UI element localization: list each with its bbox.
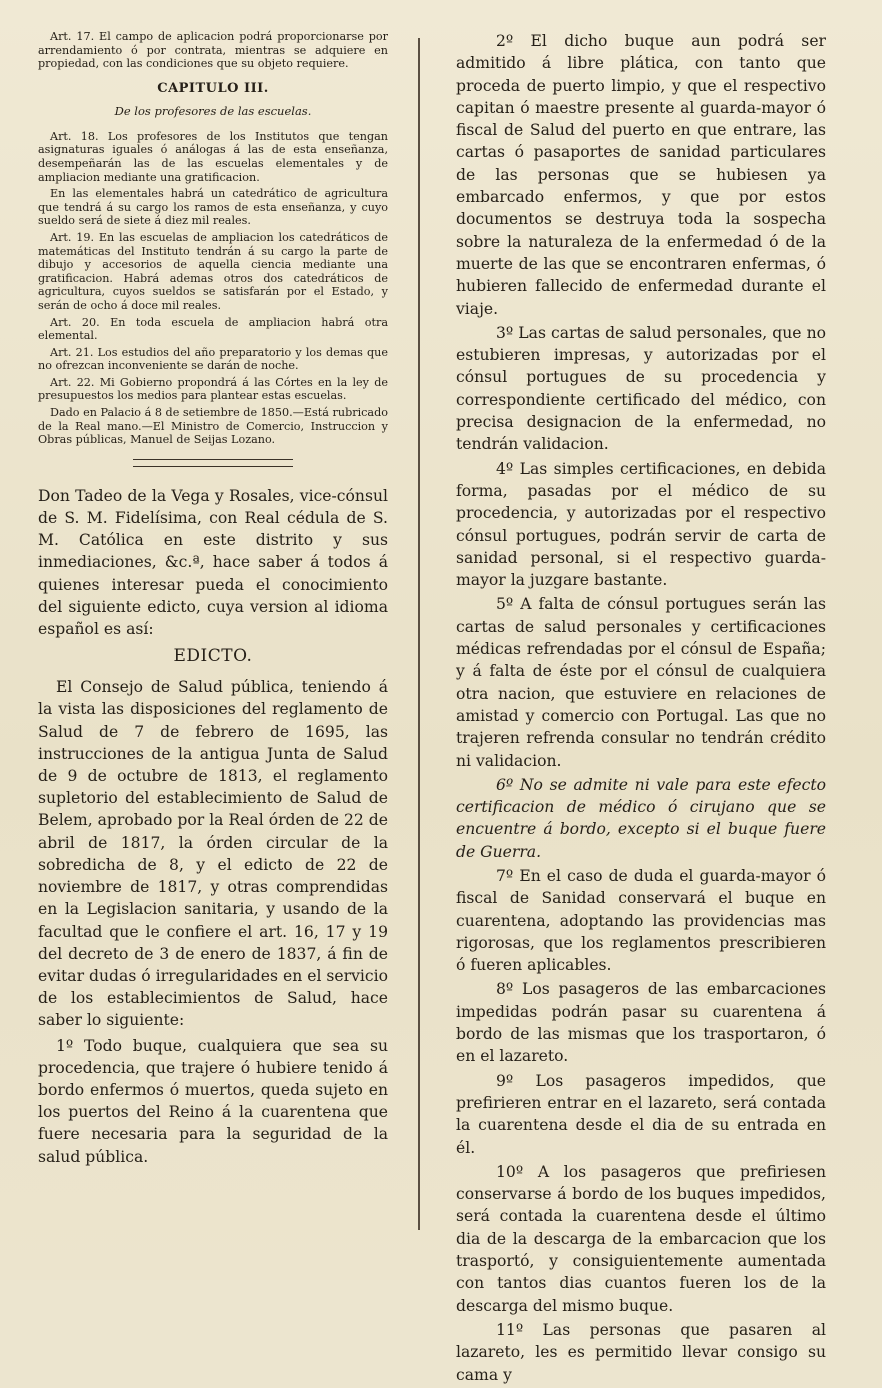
decree-articles [38, 30, 388, 447]
edict-item-11: 11º Las personas que pasaren al lazareto, les es permitido llevar consigo su cama y [456, 1320, 826, 1384]
edict-item-6: 6º No se admite ni vale para este efecto certificacion de médico ó cirujano que se encuentre á bordo, excepto si el buque fuere de Guerra. [456, 775, 826, 861]
edict-item-7: 7º En el caso de duda el guarda-mayor ó fiscal de Sanidad conservará el buque en cuarentena, adoptando las providencias mas rigorosas, que los reglamentos prescribieren ó fueren aplicables. [456, 866, 826, 975]
article-22: Art. 22. Mi Gobierno propondrá á las Córtes en la ley de presupuestos los medios para plantear estas escuelas. [38, 375, 388, 403]
left-column [38, 30, 388, 1171]
edict-item-5: 5º A falta de cónsul portugues serán las cartas de salud personales y certificaciones médicas refrendadas por el cónsul de España; y á falta de éste por el cónsul de cualquiera otra nacion, que estuviere en relaciones de amistad y comercio con Portugal. Las que no trajeren refrenda consular no tendrán crédito ni validacion. [456, 595, 826, 770]
chapter-heading: CAPITULO III. [157, 80, 269, 96]
section-rule [133, 459, 293, 467]
edict-item-3: 3º Las cartas de salud personales, que no estubieren impresas, y autorizadas por el cónsul portugues de su procedencia y correspondiente certificado del médico, con precisa designacion de la enfermedad, no tendrán validacion. [456, 323, 826, 454]
edict-item-4: 4º Las simples certificaciones, en debida forma, pasadas por el médico de su procedencia, y autorizadas por el respectivo cónsul portugues, podrán servir de carta de sanidad personal, si el respectivo guarda-mayor la juzgare bastante. [456, 459, 826, 590]
edict-item-8: 8º Los pasageros de las embarcaciones impedidas podrán pasar su cuarentena á bordo de las mismas que los trasportaron, ó en el lazareto. [456, 980, 826, 1066]
article-20: Art. 20. En toda escuela de ampliacion habrá otra elemental. [38, 315, 388, 343]
article-18: Art. 18. Los profesores de los Institutos que tengan asignaturas iguales ó análogas á las de esta enseñanza, desempeñarán las de las escuelas elementales y de ampliacion mediante una gratificacion. [38, 129, 388, 184]
article-17: Art. 17. El campo de aplicacion podrá proporcionarse por arrendamiento ó por contrata, mientras se adquiere en propiedad, con las condiciones que su objeto requiere. [38, 30, 388, 71]
edict-item-10: 10º A los pasageros que prefiriesen conservarse á bordo de los buques impedidos, será contada la cuarentena desde el último dia de la descarga de la embarcacion que los trasportó, y consiguientemente aumentada con tantos dias cuantos fueren los de la descarga del mismo buque. [456, 1162, 826, 1315]
edict-title: EDICTO. [173, 646, 253, 667]
edict-item-2: 2º El dicho buque aun podrá ser admitido á libre plática, con tanto que proceda de puerto limpio, y que el respectivo capitan ó maestre presente al guarda-mayor ó fiscal de Salud del puerto en que entrare, las cartas ó pasaportes de sanidad particulares de las personas que se hubiesen ya embarcado enfermos, y que por estos documentos se destruya toda la sospecha sobre la naturaleza de la enfermedad ó de la muerte de las que se encontraren enfermas, ó hubieren fallecido de enfermedad durante el viaje. [456, 32, 826, 318]
edict-section [38, 485, 388, 1168]
article-21: Art. 21. Los estudios del año preparatorio y los demas que no ofrezcan inconveniente se darán de noche. [38, 345, 388, 373]
consul-announcement: Don Tadeo de la Vega y Rosales, vice-cónsul de S. M. Fidelísima, con Real cédula de S. M. Católica en este distrito y sus inmediaciones, &c.ª, hace saber á todos á quienes interesar pueda el conocimiento del siguiente edicto, cuya version al idioma español es así: [38, 486, 388, 639]
edict-item-1: 1º Todo buque, cualquiera que sea su procedencia, que trajere ó hubiere tenido á bordo enfermos ó muertos, queda sujeto en los puertos del Reino á la cuarentena que fuere necesaria para la seguridad de la salud pública. [38, 1036, 388, 1166]
council-preamble: El Consejo de Salud pública, teniendo á la vista las disposiciones del reglamento de Salud de 7 de febrero de 1695, las instrucciones de la antigua Junta de Salud de 9 de octubre de 1813, el reglamento supletorio del establecimiento de Salud de Belem, aprobado por la Real órden de 22 de abril de 1817, la órden circular de la sobredicha de 8, y el edicto de 22 de noviembre de 1817, y otras comprendidas en la Legislacion sanitaria, y usando de la facultad que le confiere el art. 16, 17 y 19 del decreto de 3 de enero de 1837, á fin de evitar dudas ó irregularidades en el servicio de los establecimientos de Salud, hace saber lo siguiente: [38, 678, 388, 1030]
decree-signature: Dado en Palacio á 8 de setiembre de 1850.—Está rubricado de la Real mano.—El Ministro de Comercio, Instruccion y Obras públicas, Manuel de Seijas Lozano. [38, 406, 388, 447]
right-column [456, 30, 826, 1388]
article-19: Art. 19. En las escuelas de ampliacion los catedráticos de matemáticas del Instituto tendrán á su cargo la parte de dibujo y accesorios de aquella ciencia mediante una gratificacion. Habrá ademas otros dos catedráticos de agricultura, cuyos sueldos se satisfarán por el Estado, y serán de ocho á doce mil reales. [38, 230, 388, 312]
chapter-subheading: De los profesores de las escuelas. [114, 103, 312, 118]
column-divider [418, 38, 420, 1230]
article-18-continued: En las elementales habrá un catedrático de agricultura que tendrá á su cargo los ramos de esta enseñanza, y cuyo sueldo será de siete á diez mil reales. [38, 187, 388, 228]
edict-item-9: 9º Los pasageros impedidos, que prefirieren entrar en el lazareto, será contada la cuarentena desde el dia de su entrada en él. [456, 1071, 826, 1157]
